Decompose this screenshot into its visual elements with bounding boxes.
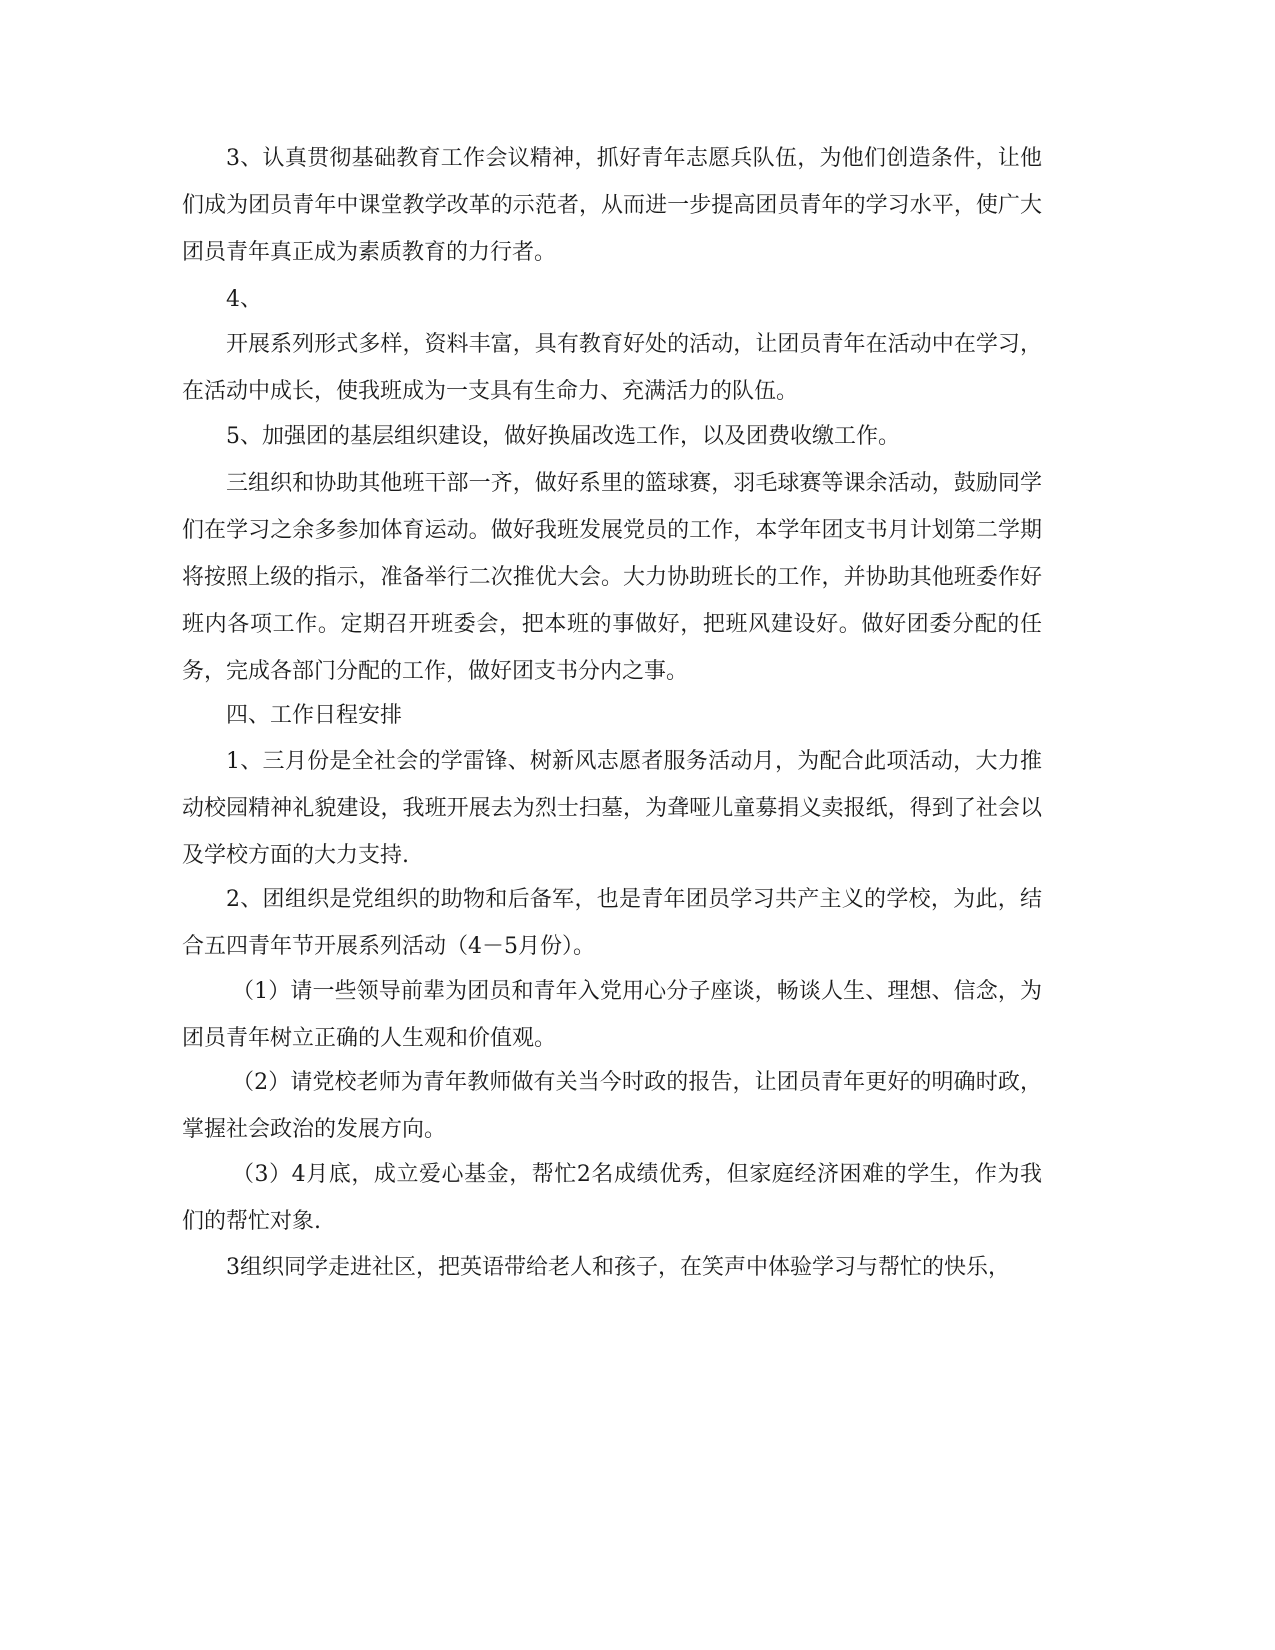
paragraph-schedule-2: 2、团组织是党组织的助物和后备军，也是青年团员学习共产主义的学校，为此，结合五四青年节开展系列活动（4－5月份）。 <box>182 887 1042 959</box>
paragraph-sub-3: （3）4月底，成立爱心基金，帮忙2名成绩优秀，但家庭经济困难的学生，作为我们的帮忙对象. <box>182 1162 1042 1234</box>
paragraph-item-5: 5、加强团的基层组织建设，做好换届改选工作，以及团费收缴工作。 <box>226 424 900 449</box>
paragraph-item-4-text: 开展系列形式多样，资料丰富，具有教育好处的活动，让团员青年在活动中在学习，在活动中成长，使我班成为一支具有生命力、充满活力的队伍。 <box>182 332 1042 404</box>
paragraph-item-4-number: 4、 <box>226 287 262 312</box>
paragraph-section-three: 三组织和协助其他班干部一齐，做好系里的篮球赛，羽毛球赛等课余活动，鼓励同学们在学习之余多参加体育运动。做好我班发展党员的工作，本学年团支书月计划第二学期将按照上级的指示，准备举行二次推优大会。大力协助班长的工作，并协助其他班委作好班内各项工作。定期召开班委会，把本班的事做好，把班风建设好。做好团委分配的任务，完成各部门分配的工作，做好团支书分内之事。 <box>182 471 1042 684</box>
paragraph-item-3: 3、认真贯彻基础教育工作会议精神，抓好青年志愿兵队伍，为他们创造条件，让他们成为团员青年中课堂教学改革的示范者，从而进一步提高团员青年的学习水平，使广大团员青年真正成为素质教育的力行者。 <box>182 146 1042 265</box>
paragraph-sub-2: （2）请党校老师为青年教师做有关当今时政的报告，让团员青年更好的明确时政，掌握社会政治的发展方向。 <box>182 1070 1042 1142</box>
section-heading-schedule: 四、工作日程安排 <box>226 703 403 728</box>
paragraph-sub-1: （1）请一些领导前辈为团员和青年入党用心分子座谈，畅谈人生、理想、信念，为团员青年树立正确的人生观和价值观。 <box>182 979 1042 1051</box>
paragraph-schedule-1: 1、三月份是全社会的学雷锋、树新风志愿者服务活动月，为配合此项活动，大力推动校园精神礼貌建设，我班开展去为烈士扫墓，为聋哑儿童募捐义卖报纸，得到了社会以及学校方面的大力支持. <box>182 749 1042 868</box>
paragraph-schedule-3: 3组织同学走进社区，把英语带给老人和孩子，在笑声中体验学习与帮忙的快乐， <box>226 1255 1010 1280</box>
